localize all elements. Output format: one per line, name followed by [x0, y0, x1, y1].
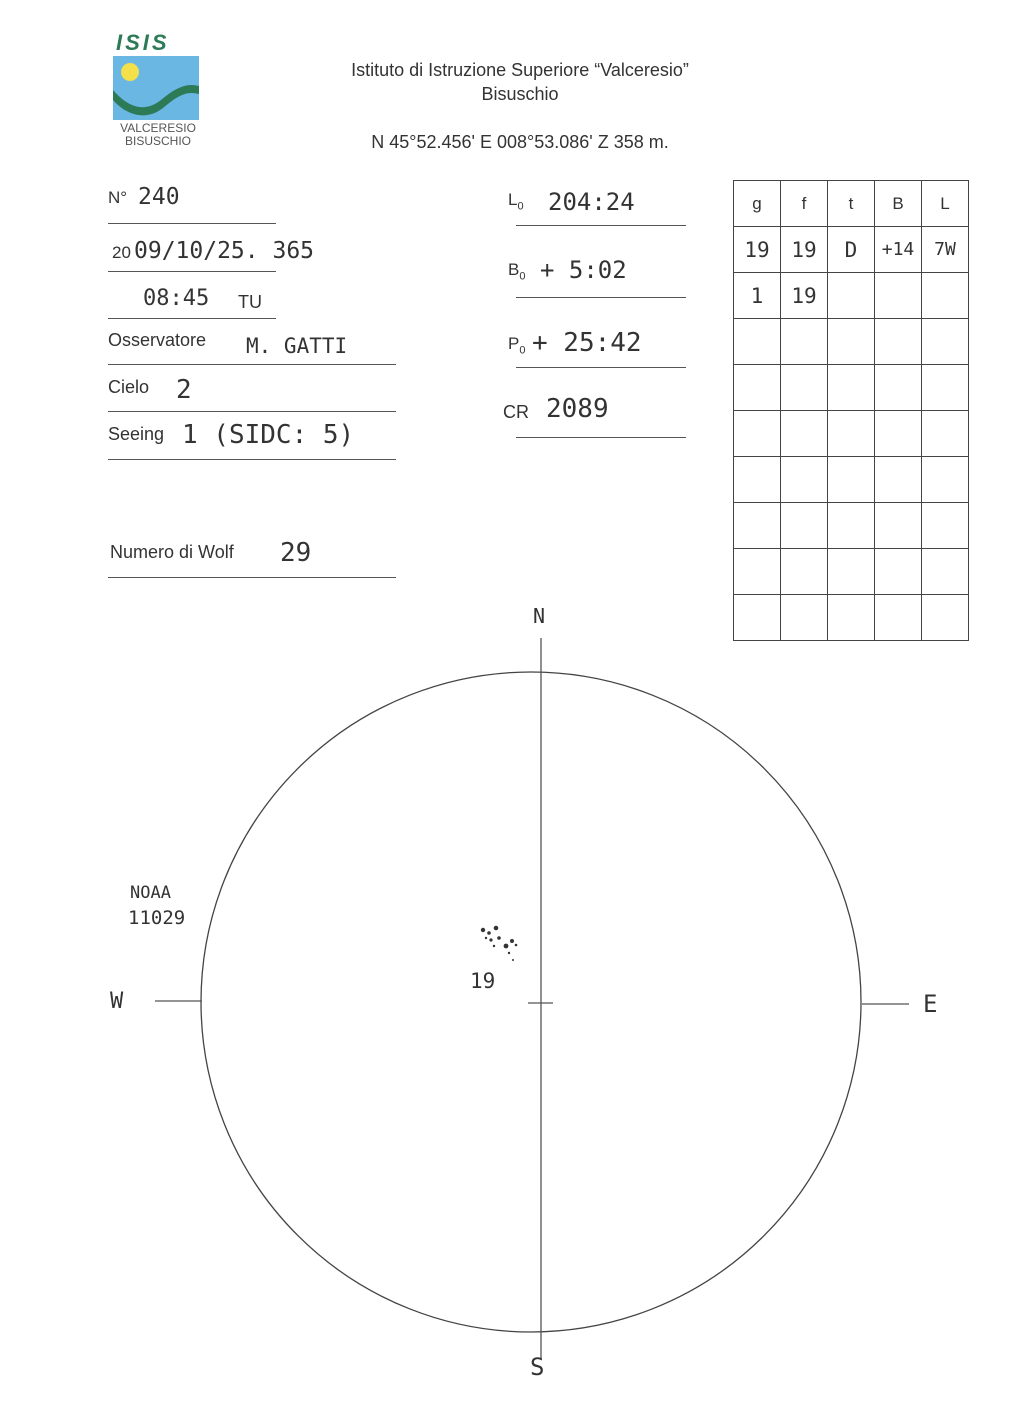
- sunspot: [508, 952, 510, 954]
- table-cell: [922, 457, 969, 503]
- table-cell: 19: [781, 227, 828, 273]
- wolf-number-value: 29: [280, 538, 312, 568]
- sky-label: Cielo: [108, 377, 150, 397]
- observer-value: M. GATTI: [246, 334, 348, 358]
- table-cell: [734, 411, 781, 457]
- table-cell: [875, 503, 922, 549]
- table-row: [734, 503, 969, 549]
- table-cell: [828, 457, 875, 503]
- table-cell: [781, 365, 828, 411]
- wolf-number-label: Numero di Wolf: [110, 542, 234, 562]
- table-header-row: [734, 181, 969, 227]
- table-cell: [922, 503, 969, 549]
- table-cell: [734, 319, 781, 365]
- logo-caption-line2: BISUSCHIO: [124, 134, 191, 148]
- sunspot: [481, 928, 485, 932]
- table-row: [734, 227, 969, 273]
- time-value: 08:45: [143, 286, 210, 311]
- p0-label: $P_0$: [508, 334, 526, 357]
- l0-value: 204:24: [548, 188, 635, 216]
- table-cell: [875, 411, 922, 457]
- solar-disk-outline: [201, 672, 861, 1332]
- table-cell: [781, 411, 828, 457]
- table-cell: [828, 503, 875, 549]
- sunspot: [485, 937, 487, 939]
- seeing-value: 1 (SIDC: 5): [182, 420, 355, 450]
- table-cell: [922, 319, 969, 365]
- sunspot-group-19: [481, 926, 518, 961]
- logo-caption-line1: VALCERESIO: [120, 121, 196, 135]
- institute-town: Bisuschio: [481, 84, 559, 104]
- table-header-t: t: [828, 181, 875, 227]
- table-header-f: f: [781, 181, 828, 227]
- seeing-label: Seeing: [108, 424, 165, 444]
- table-cell: [875, 365, 922, 411]
- table-row: [734, 411, 969, 457]
- sunspot: [494, 926, 499, 931]
- east-label: E: [923, 990, 938, 1018]
- table-row: [734, 365, 969, 411]
- l0-label: $L_0$: [508, 190, 524, 213]
- sunspot: [487, 931, 491, 935]
- table-row: [734, 319, 969, 365]
- sunspot: [504, 944, 509, 949]
- table-header-g: g: [734, 181, 781, 227]
- table-header-l: L: [922, 181, 969, 227]
- time-unit: TU: [238, 292, 262, 312]
- table-cell: [875, 549, 922, 595]
- west-label: W: [110, 989, 124, 1014]
- table-cell: [875, 457, 922, 503]
- table-cell: [781, 549, 828, 595]
- table-row: [734, 273, 969, 319]
- table-cell: [734, 503, 781, 549]
- table-cell: [781, 319, 828, 365]
- sunspot: [515, 944, 518, 947]
- observatory-coordinates: N 45°52.456' E 008°53.086' Z 358 m.: [371, 132, 669, 152]
- table-cell: [828, 319, 875, 365]
- sunspot: [489, 938, 492, 941]
- table-cell: +14: [875, 227, 922, 273]
- table-cell: [922, 549, 969, 595]
- table-cell: [828, 365, 875, 411]
- table-cell: [828, 549, 875, 595]
- sunspot-group-table: [733, 180, 969, 641]
- table-cell: [922, 411, 969, 457]
- table-cell: D: [828, 227, 875, 273]
- table-cell: 19: [734, 227, 781, 273]
- table-header-b: B: [875, 181, 922, 227]
- region-label-number: 11029: [128, 907, 186, 929]
- sunspot: [493, 945, 495, 947]
- solar-disk-drawing: [0, 590, 1024, 1390]
- table-cell: [922, 365, 969, 411]
- sky-value: 2: [176, 375, 192, 405]
- sunspot: [497, 936, 501, 940]
- cr-label: CR: [503, 402, 529, 422]
- b0-label: $B_0$: [508, 260, 526, 283]
- date-value: 09/10/25. 365: [134, 238, 315, 264]
- table-cell: [828, 411, 875, 457]
- b0-value: + 5:02: [540, 256, 627, 284]
- table-cell: [828, 273, 875, 319]
- south-label: S: [530, 1353, 545, 1381]
- table-cell: [734, 365, 781, 411]
- sunspot: [512, 959, 514, 961]
- sunspot-group-number: 19: [470, 969, 496, 993]
- table-row: [734, 549, 969, 595]
- date-prefix: 20: [112, 243, 131, 262]
- table-cell: [875, 273, 922, 319]
- table-cell: [922, 273, 969, 319]
- logo-caption: [110, 122, 206, 148]
- number-value: 240: [138, 184, 180, 210]
- table-cell: [875, 319, 922, 365]
- number-label: N°: [108, 188, 128, 207]
- region-label-noaa: NOAA: [130, 883, 171, 903]
- table-cell: [781, 503, 828, 549]
- table-cell: [781, 457, 828, 503]
- logo-icon: [113, 56, 199, 120]
- table-row: [734, 457, 969, 503]
- institute-name: Istituto di Istruzione Superiore “Valceresio”: [351, 60, 689, 80]
- logo-wordmark: ISIS: [116, 30, 170, 55]
- p0-value: + 25:42: [532, 328, 642, 358]
- cr-value: 2089: [546, 394, 609, 424]
- sunspot: [510, 939, 514, 943]
- table-cell: [734, 549, 781, 595]
- table-cell: 19: [781, 273, 828, 319]
- table-cell: 7W: [922, 227, 969, 273]
- table-cell: [734, 457, 781, 503]
- observer-label: Osservatore: [108, 330, 207, 350]
- table-cell: 1: [734, 273, 781, 319]
- north-label: N: [533, 604, 546, 628]
